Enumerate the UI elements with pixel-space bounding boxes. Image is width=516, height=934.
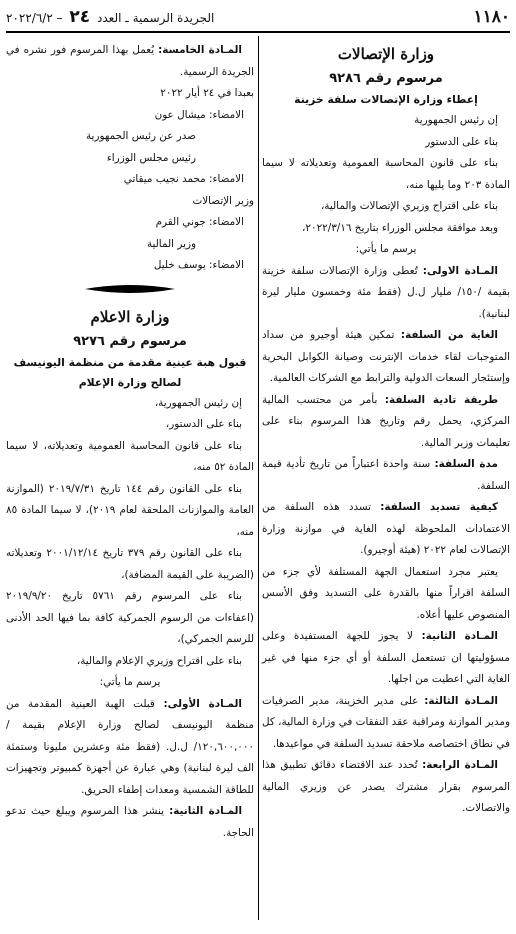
article-label: المـادة الخامسة:	[158, 44, 242, 56]
article-4	[262, 755, 510, 820]
article-text: تُحدد عند الاقتضاء دقائق تطبيق هذا المرسوم بقرار مشترك يصدر عن وزيري المالية والاتصالات.	[262, 759, 510, 814]
article-text: ينشر هذا المرسوم ويبلغ حيث تدعو الحاجة.	[6, 805, 254, 839]
left-column	[6, 40, 254, 844]
decree-number: مرسوم رقم ٩٢٨٦	[329, 71, 443, 86]
decree-formula: يرسم ما يأتي:	[99, 676, 161, 688]
preamble-line: إن رئيس الجمهورية	[414, 114, 498, 126]
gazette-title	[6, 7, 214, 27]
section-divider-ornament	[6, 281, 254, 297]
finance-minister-signature: الامضاء: يوسف خليل	[153, 259, 244, 271]
article-1	[262, 261, 510, 326]
clause-text: سنة واحدة اعتباراً من تاريخ تأدية قيمة السلفة.	[262, 458, 510, 492]
article-label: المـادة الثالثة:	[424, 694, 498, 707]
article-5	[6, 40, 254, 83]
article-2	[262, 626, 510, 691]
article-text: على مدير الخزينة، مدير الصرفيات ومدير الموازنة ومراقبة عقد النفقات في وزارة المالية، كل في نطاق اختصاصه ملاحقة تسديد السلفة في مواعيدها.	[262, 694, 510, 750]
issue-date: – ٢٠٢٢/٦/٢	[6, 11, 63, 25]
issued-by: صدر عن رئيس الجمهورية	[85, 130, 196, 142]
preamble-line: بناء على قانون المحاسبة العمومية وتعديلاته لا سيما المادة ٢٠٣ وما يليها منه،	[262, 157, 510, 191]
decree-subject: قبول هبة عينية مقدمة من منظمة اليونيسف لصالح وزارة الإعلام	[13, 355, 247, 389]
clause-text: تسدد هذه السلفة من الاعتمادات الملحوظة لهذه الغاية في موازنة وزارة الإتصالات لعام ٢٠٢٢ (هيئة أوجيرو).	[262, 501, 510, 556]
preamble-line: بناء على اقتراح وزيري الإتصالات والمالية،	[320, 200, 498, 212]
ministry-title: وزارة الإتصالات	[337, 45, 435, 63]
loan-repayment	[262, 497, 510, 562]
article-text: تُعطى وزارة الإتصالات سلفة خزينة بقيمة /١٥٠/ مليار ل.ل (فقط مئة وخمسون مليار ليرة لبنانية).	[262, 264, 510, 320]
preamble-line: بناء على الدستور،	[165, 418, 242, 430]
article-label: المـادة الاولى:	[422, 264, 498, 277]
right-column	[262, 40, 510, 820]
article-3	[262, 691, 510, 756]
preamble-line: بناء على القانون رقم ١٤٤ تاريخ ٢٠١٩/٧/٣١ (الموازنة العامة والموازنات الملحقة لعام ٢٠١٩)، لا سيما المادة ٨٥ منه،	[6, 482, 254, 538]
place-date: بعبدا في ٢٤ أيار ٢٠٢٢	[160, 87, 254, 99]
preamble-line: بناء على المرسوم رقم ٥٧٦١ تاريخ ٢٠١٩/٩/٢٠ (اعفاءات من الرسوم الجمركية كافة بما فيها الحد الأدنى للرسم الجمركي)،	[6, 590, 254, 645]
header-rule	[6, 31, 510, 33]
article-1	[6, 694, 254, 802]
article-label: المـادة الأولى:	[163, 697, 242, 710]
loan-note: يعتبر مجرد استعمال الجهة المستلفة لأي جزء من السلفة اقراراً منها بالقدرة على التسديد وفق الأسس المنصوص عليها أعلاه.	[262, 565, 510, 621]
preamble-line: بناء على القانون رقم ٣٧٩ تاريخ ٢٠٠١/١٢/١٤ وتعديلاته (الضريبة على القيمة المضافة)،	[6, 547, 254, 581]
clause-label: كيفية تسديد السلفة:	[380, 501, 499, 513]
clause-label: مدة السلفة:	[434, 458, 498, 470]
clause-label: الغاية من السلفة:	[400, 329, 498, 341]
decree-number: مرسوم رقم ٩٢٧٦	[73, 333, 187, 349]
president-signature: الامضاء: ميشال عون	[154, 108, 244, 121]
page-number: ١١٨٠	[473, 7, 510, 27]
decree-subject: إعطاء وزارة الإتصالات سلفة خزينة	[294, 93, 478, 106]
ornament-icon	[85, 283, 175, 295]
article-label: المـادة الرابعة:	[422, 759, 498, 771]
telecom-minister-signature: الامضاء: جوني القرم	[155, 216, 244, 228]
preamble-line: بناء على الدستور	[425, 135, 498, 148]
preamble-line: إن رئيس الجمهورية،	[154, 396, 242, 409]
article-text: يُعمل بهذا المرسوم فور نشره في الجريدة الرسمية.	[6, 44, 254, 78]
pm-title: رئيس مجلس الوزراء	[106, 151, 196, 164]
ministry-title: وزارة الاعلام	[90, 307, 170, 326]
preamble-line: بناء على قانون المحاسبة العمومية وتعديلاته، لا سيما المادة ٥٢ منه،	[6, 439, 254, 473]
article-label: المـادة الثانية:	[169, 805, 243, 817]
column-divider	[258, 36, 259, 920]
loan-duration	[262, 454, 510, 497]
article-2	[6, 801, 254, 844]
decree-formula: يرسم ما يأتي:	[355, 243, 417, 255]
gazette-name: الجريدة الرسمية ـ العدد	[97, 11, 215, 25]
pm-signature: الامضاء: محمد نجيب ميقاتي	[123, 173, 244, 185]
clause-text: بأمر من محتسب المالية المركزي، يحمل رقم وتاريخ هذا المرسوم بناء على تعليمات وزير المالية.	[262, 393, 510, 449]
article-label: المـادة الثانية:	[421, 630, 498, 642]
preamble-line: وبعد موافقة مجلس الوزراء بتاريخ ٢٠٢٢/٣/١٦،	[302, 221, 498, 234]
finance-minister-title: وزير المالية	[146, 237, 196, 250]
loan-method	[262, 390, 510, 455]
page-header	[6, 4, 510, 30]
clause-label: طريقة تادية السلفة:	[384, 393, 498, 406]
clause-text: تمكين هيئة أوجيرو من سداد المتوجبات لقاء خدمات الإنترنت وصيانة الكوابل البحرية وإستئجار السعات الدولية والترابط مع الشركات العالمية.	[262, 329, 510, 384]
issue-number: ٢٤	[69, 7, 91, 27]
preamble-line: بناء على اقتراح وزيري الإعلام والمالية،	[76, 654, 242, 667]
telecom-minister-title: وزير الإتصالات	[192, 194, 254, 207]
article-text: لا يجوز للجهة المستفيدة وعلى مسؤوليتها ان تستعمل السلفة أو أي جزء منها في غير الغاية التي اعطيت من اجلها.	[262, 630, 510, 685]
article-text: قبلت الهبة العينية المقدمة من منظمة اليونيسف لصالح وزارة الإعلام بقيمة /١٢٠,٦٠٠,٠٠٠/ ل.ل. (فقط مئة وعشرين مليونا وستمئة الف ليرة لبنانية) وهي عبارة عن أجهزة كمبيوتر وتجهيزات للطاقة الشمسية ومعدات إطفاء الحريق.	[6, 697, 254, 796]
loan-goal	[262, 325, 510, 390]
